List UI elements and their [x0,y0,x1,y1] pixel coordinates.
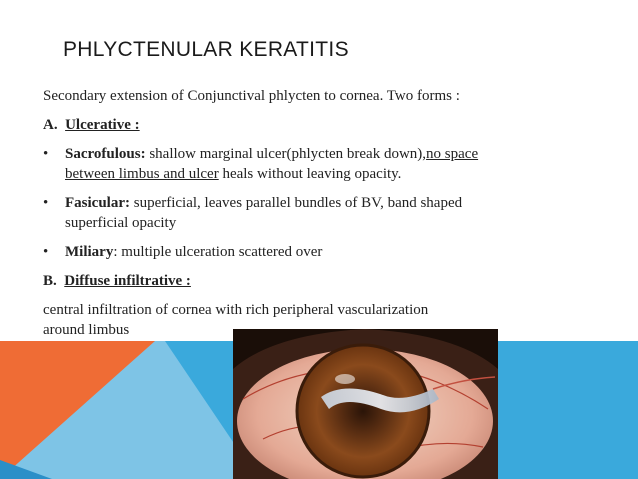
bullet-marker: • [43,146,49,162]
section-b-text: around limbus [43,322,130,338]
bullet-text: : multiple ulceration scattered over [113,244,323,260]
bullet-text: superficial opacity [65,215,177,231]
section-a-heading [43,115,603,135]
section-b-prefix: B. [43,273,57,289]
bullet-miliary [43,242,603,262]
bullet-term: Fasicular: [65,195,130,211]
section-a-label: Ulcerative : [65,117,140,133]
section-a-prefix: A. [43,117,58,133]
bullet-marker: • [43,244,49,260]
bullet-text: shallow marginal ulcer(phlycten break down), [145,146,427,162]
bullet-fasicular [43,193,603,233]
light-reflex [335,374,355,384]
intro-text: Secondary extension of Conjunctival phlycten to cornea. Two forms : [43,88,460,104]
bullet-text: superficial, leaves parallel bundles of BV, band shaped [130,195,463,211]
bullet-marker: • [43,195,49,211]
bullet-text: heals without leaving opacity. [218,166,402,182]
section-b-heading [43,271,603,291]
bullet-underlined-text: no space [426,146,479,162]
section-b-label: Diffuse infiltrative : [64,273,191,289]
slide-content [43,86,603,340]
eye-photo [233,329,498,479]
bullet-term: Sacrofulous: [65,146,146,162]
section-b-text: central infiltration of cornea with rich peripheral vascularization [43,302,429,318]
bullet-term: Miliary [65,244,114,260]
slide-title: PHLYCTENULAR KERATITIS [63,38,349,61]
bullet-sacrofulous [43,144,603,184]
bullet-underlined-text: between limbus and ulcer [65,166,219,182]
